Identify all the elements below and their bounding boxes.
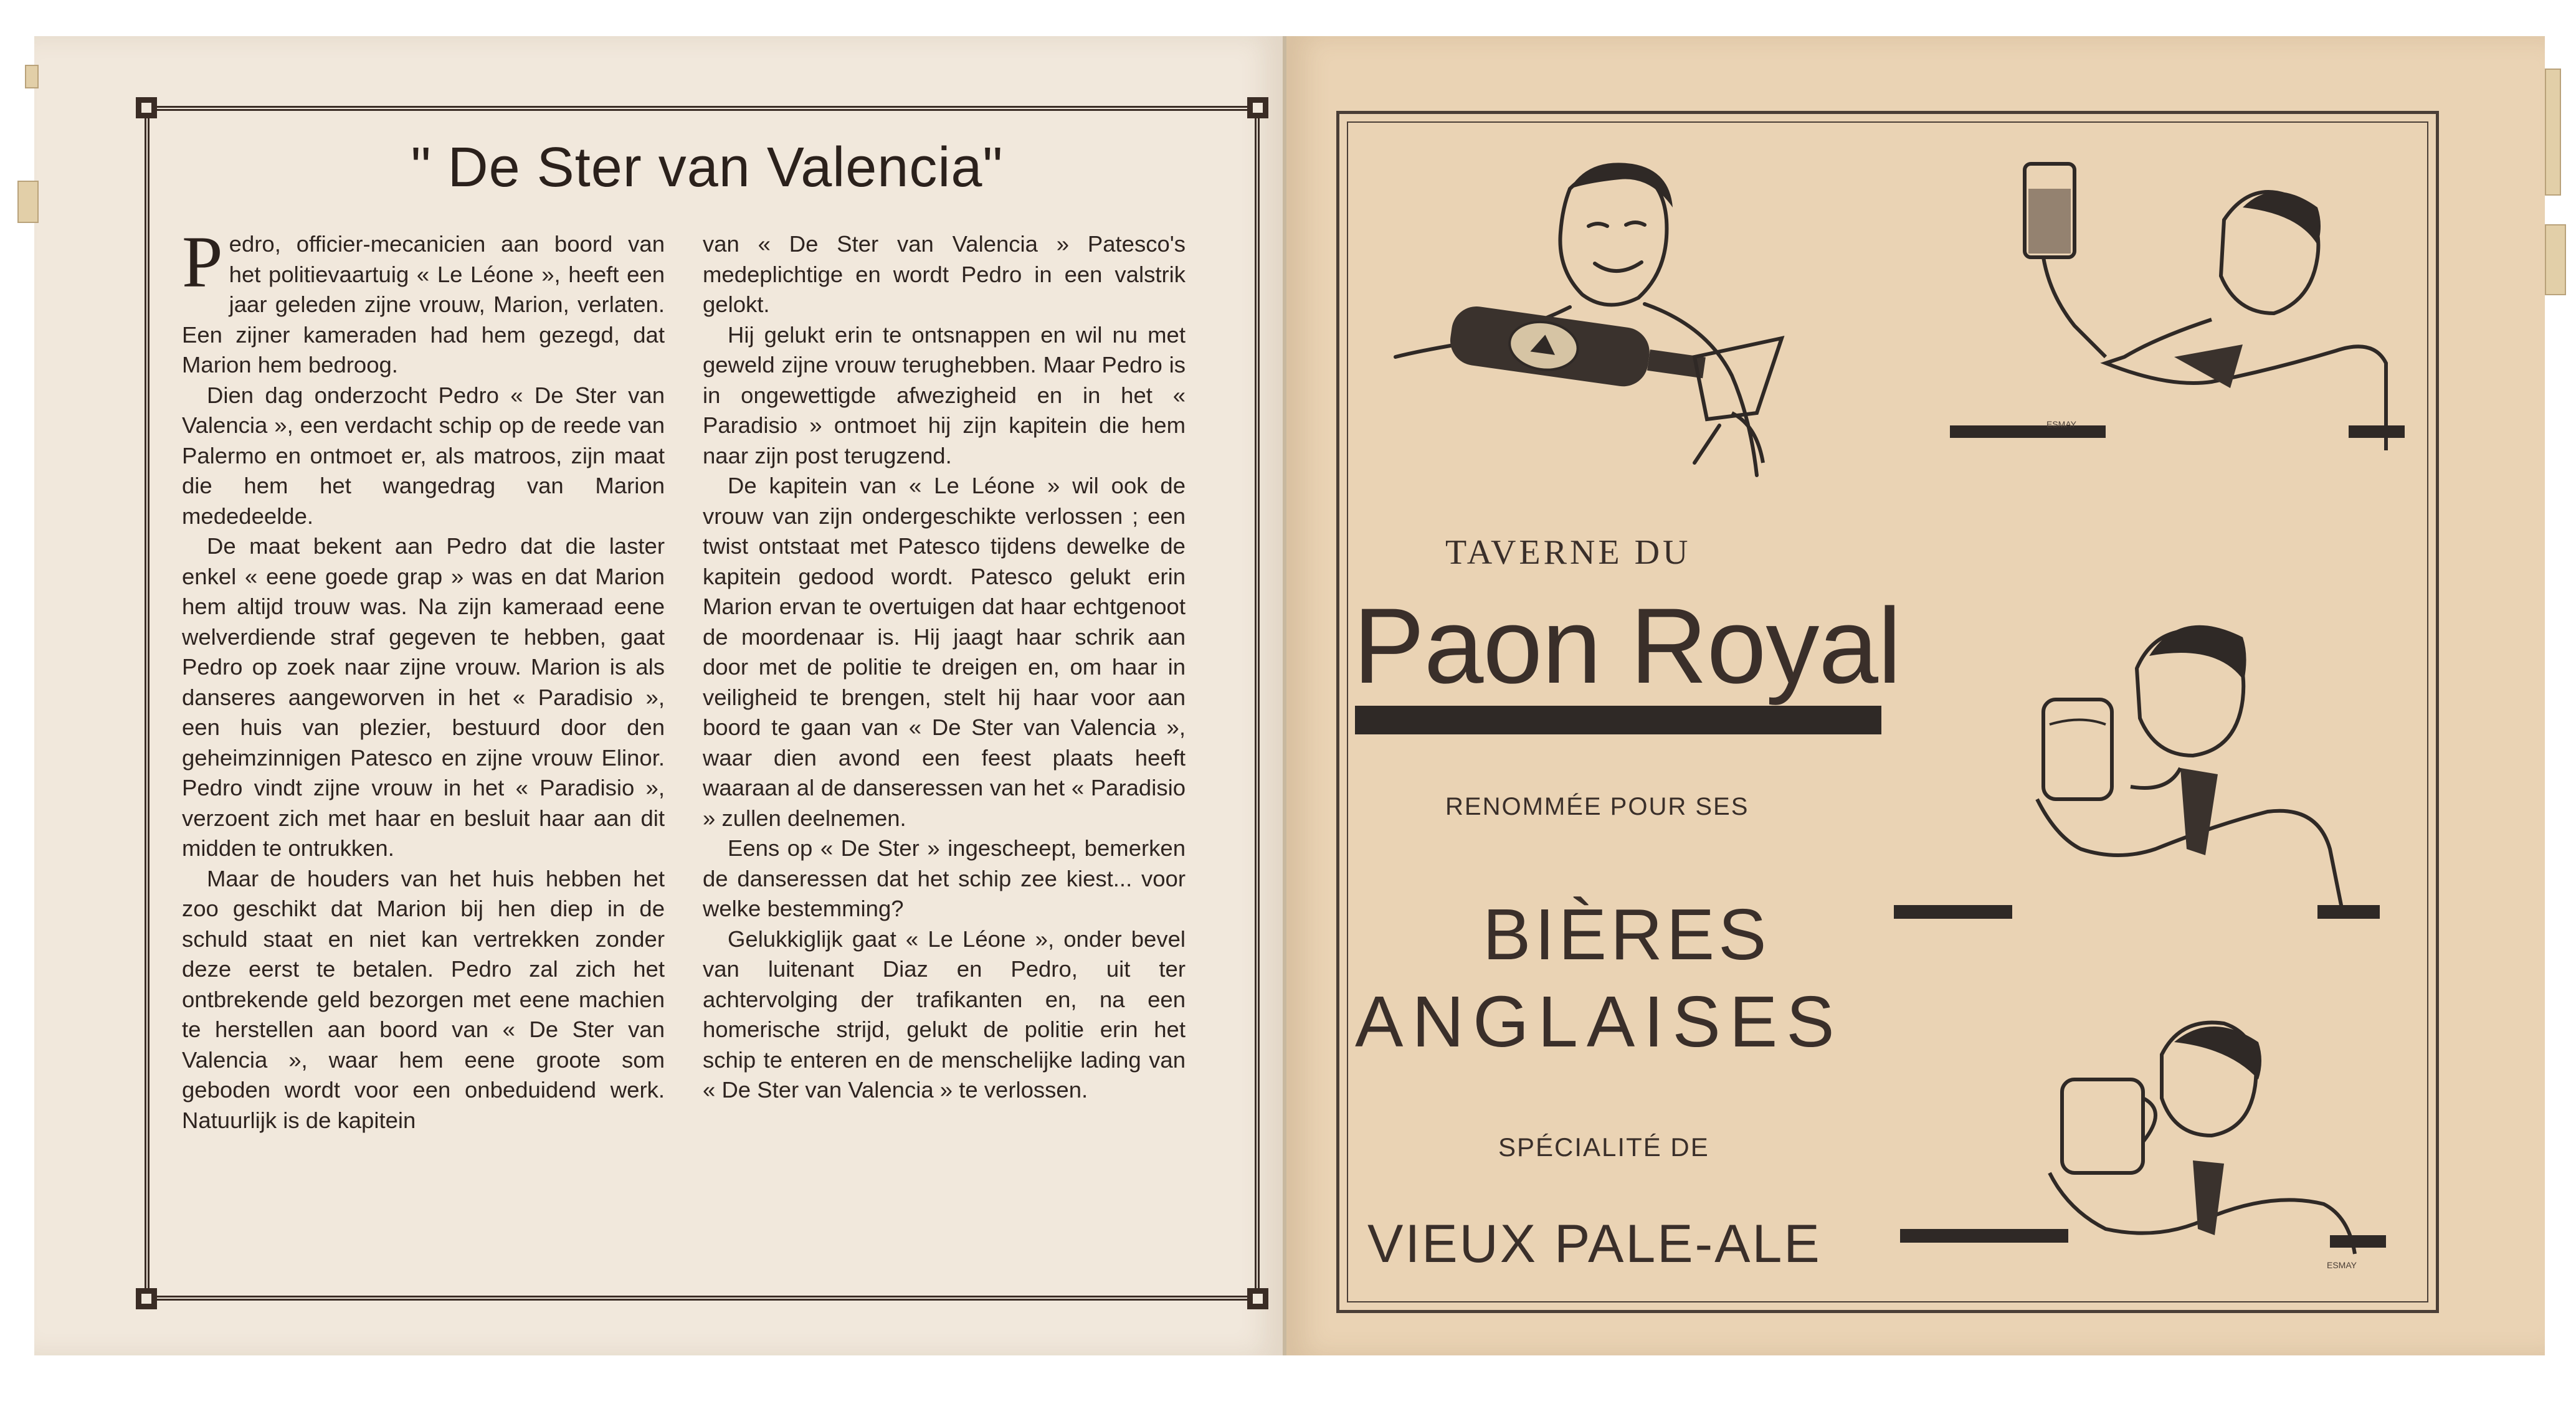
ad-brand-name: Paon Royal [1353,586,1901,706]
ad-specialite-text: SPÉCIALITÉ DE [1498,1132,1709,1162]
frame-corner-ornament [136,97,157,118]
frame-corner-ornament [1247,1288,1268,1309]
ad-divider-bar [1355,706,1881,734]
article-paragraph: De maat bekent aan Pedro dat die laster enkel « eene goede grap » was en dat Marion hem altijd trouw was. Na zijn kameraad eene welverdiende straf gegeven te hebben, gaat Pedro op zoek naar zijne vrouw. Marion is als danseres aangeworven in het « Paradisio », een huis van plezier, bestuurd door den geheimzinnigen Patesco en zijne vrouw Elinor. Pedro vindt zijne vrouw in het « Paradisio », verzoent zich met haar en besluit haar aan dit midden te ontrukken. [182,533,665,861]
artist-signature: ESMAY [2327,1260,2357,1270]
frame-corner-ornament [136,1288,157,1309]
article-paragraph: Eens op « De Ster » ingescheept, bemerken de danseressen dat het schip zee kiest... voor welke bestemming? [703,835,1186,921]
page-tab-right-lower [2545,224,2566,295]
article-paragraph: Dien dag onderzocht Pedro « De Ster van Valencia », een verdacht schip op de reede van Palermo en ontmoet er, als matroos, zijn maat die hem het wangedrag van Marion mededeelde. [182,382,665,529]
drop-cap: P [182,221,223,303]
page-tab-right [2545,69,2561,196]
article-paragraph: Maar de houders van het huis hebben het zoo geschikt dat Marion bij hen diep in de schuld staat en niet kan vertrekken zonder deze eerst te betalen. Pedro zal zich het ontbrekende geld bezorgen met eene machien te herstellen aan boord van « De Ster van Valencia », waar hem eene groote som geboden wordt voor een onbeduidend werk. Natuurlijk is de kapitein [182,865,665,1133]
page-tab-left-top [25,65,39,88]
article-paragraph: van « De Ster van Valencia » Patesco's medeplichtige en wordt Pedro in een valstrik gelokt. [703,231,1186,317]
man-drinking-mug-illustration [1900,1005,2386,1297]
man-smelling-beer-illustration [1894,569,2380,980]
artist-signature: ESMAY [2046,419,2076,429]
man-pouring-beer-illustration [1383,151,1832,500]
article-paragraph: De kapitein van « Le Léone » wil ook de vrouw van zijn ondergeschikte verlossen ; een twist ontstaat met Patesco tijdens dewelke de kapitein gedood wordt. Patesco gelukt erin Marion ervan te overtuigen dat haar echtgenoot de moordenaar is. Hij jaagt haar schrik aan door met de politie te dreigen en, om haar in veiligheid te brengen, stelt hij haar voor aan boord te gaan van « De Ster van Valencia », waar dien avond een feest plaats heeft waaraan al de danseressen van het « Paradisio » zullen deelnemen. [703,473,1186,831]
ad-taverne-text: TAVERNE DU [1445,533,1691,572]
article-frame [145,106,1260,1301]
ad-bieres-text: BIÈRES [1483,894,1770,975]
advertisement-frame [1336,111,2439,1313]
page-tab-left [17,181,39,223]
man-drinking-beer-illustration [1950,151,2411,500]
article-title: " De Ster van Valencia" [411,136,1004,199]
ad-anglaises-text: ANGLAISES [1355,981,1843,1062]
article-column-right [703,229,1186,1106]
ad-renommee-text: RENOMMÉE POUR SES [1445,793,1749,820]
article-paragraph: Gelukkiglijk gaat « Le Léone », onder bevel van luitenant Diaz en Pedro, uit ter achtervolging der trafikanten en, na een homerische strijd, gelukt de politie erin het schip te enteren en de menschelijke lading van « De Ster van Valencia » te verlossen. [703,926,1186,1103]
article-paragraph: Hij gelukt erin te ontsnappen en wil nu met geweld zijne vrouw terughebben. Maar Pedro is in ongewettigde afwezigheid en in het « Paradisio » ontmoet hij zijn kapitein die hem naar zijn post terugzend. [703,321,1186,468]
article-column-left [182,221,665,1136]
article-paragraph: Pedro, officier-mecanicien aan boord van het politievaartuig « Le Léone », heeft een jaar geleden zijne vrouw, Marion, verlaten. Een zijner kameraden had hem gezegd, dat Marion hem bedroog. [182,221,665,377]
ad-vieux-pale-ale-text: VIEUX PALE-ALE [1367,1214,1822,1274]
frame-corner-ornament [1247,97,1268,118]
